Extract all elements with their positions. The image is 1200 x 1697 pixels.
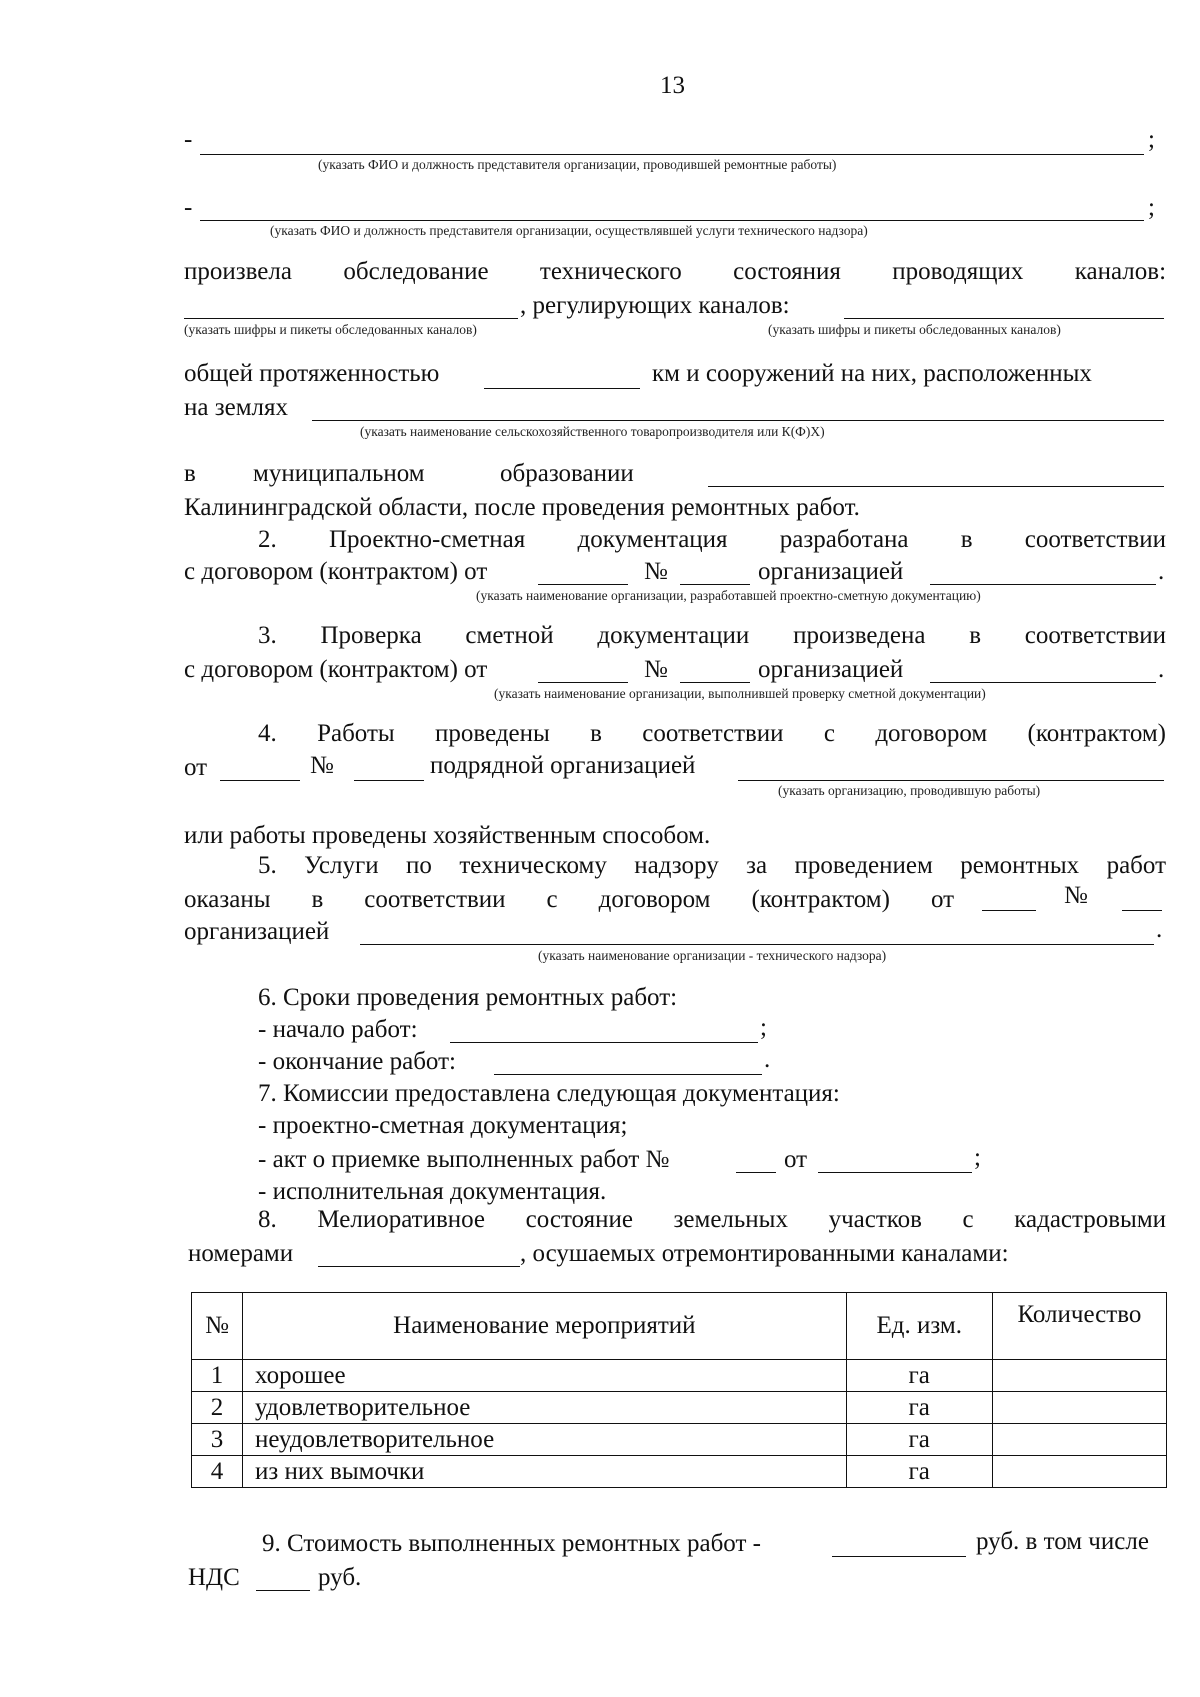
- rep-supervision-hint: (указать ФИО и должность представителя организации, осуществлявшей услуги технического надзора): [270, 223, 868, 238]
- survey-hint-left: (указать шифры и пикеты обследованных каналов): [184, 322, 477, 337]
- municipal-word-municipal: муниципальном: [253, 460, 425, 487]
- item6-start-end: ;: [760, 1014, 767, 1041]
- rep-contractor-end: ;: [1148, 126, 1155, 153]
- item3-org-label: организацией: [758, 656, 904, 683]
- item6-start-blank[interactable]: [450, 1042, 758, 1043]
- row-unit: га: [846, 1456, 992, 1488]
- item2-hint: (указать наименование организации, разработавшей проектно-сметную документацию): [476, 588, 981, 603]
- item7-act-from: от: [784, 1146, 808, 1173]
- item9-cost-blank[interactable]: [832, 1556, 966, 1557]
- item4-contractor-blank[interactable]: [738, 780, 1164, 781]
- item6-finish-blank[interactable]: [494, 1074, 762, 1075]
- lands-blank[interactable]: [312, 420, 1164, 421]
- municipal-word-formation: образовании: [500, 460, 634, 487]
- item9-suffix: руб. в том числе: [976, 1528, 1149, 1555]
- header-unit: Ед. изм.: [846, 1293, 992, 1360]
- item6-finish-label: - окончание работ:: [258, 1048, 456, 1075]
- survey-line: произвела обследование технического состояния проводящих каналов:: [184, 258, 1167, 285]
- item5-no: №: [1064, 882, 1088, 909]
- item4-hint: (указать организацию, проводившую работы): [778, 783, 1041, 798]
- table-row: [192, 1456, 1167, 1488]
- item5-org-blank[interactable]: [360, 944, 1154, 945]
- item7-act-label: - акт о приемке выполненных работ №: [258, 1146, 670, 1173]
- row-name: неудовлетворительное: [243, 1424, 847, 1456]
- item6-title: 6. Сроки проведения ремонтных работ:: [258, 984, 678, 1011]
- item4-contractor-label: подрядной организацией: [430, 752, 696, 779]
- item9-prefix: 9. Стоимость выполненных ремонтных работ -: [262, 1530, 761, 1557]
- municipal-line2: Калининградской области, после проведения ремонтных работ.: [184, 494, 860, 521]
- item7-act-number-blank[interactable]: [736, 1172, 776, 1173]
- table-row: [192, 1424, 1167, 1456]
- table-header-row: [192, 1293, 1167, 1360]
- item4-line1: 4. Работы проведены в соответствии с договором (контрактом): [258, 720, 1166, 747]
- row-num: 4: [192, 1456, 243, 1488]
- item7-title: 7. Комиссии предоставлена следующая документация:: [258, 1080, 840, 1107]
- item4-no: №: [310, 752, 334, 779]
- municipal-blank[interactable]: [708, 486, 1164, 487]
- item5-line1: 5. Услуги по техническому надзору за проведением ремонтных работ: [258, 852, 1166, 879]
- row-qty-cell[interactable]: [992, 1456, 1166, 1488]
- table-row: [192, 1360, 1167, 1392]
- header-qty: Количество: [992, 1293, 1166, 1360]
- survey-hint-right: (указать шифры и пикеты обследованных каналов): [768, 322, 1061, 337]
- item8-drained: , осушаемых отремонтированными каналами:: [520, 1240, 1009, 1267]
- item8-line1: 8. Мелиоративное состояние земельных участков с кадастровыми: [258, 1206, 1167, 1233]
- item5-hint: (указать наименование организации - технического надзора): [538, 948, 887, 963]
- rep-supervision-blank[interactable]: [200, 220, 1144, 221]
- row-num: 2: [192, 1392, 243, 1424]
- lands-label: на землях: [184, 394, 288, 421]
- lands-hint: (указать наименование сельскохозяйственного товаропроизводителя или К(Ф)Х): [360, 424, 825, 439]
- row-name: хорошее: [243, 1360, 847, 1392]
- item7-doc3: - исполнительная документация.: [258, 1178, 607, 1205]
- rep-supervision-dash: -: [184, 194, 193, 221]
- item2-end: .: [1158, 558, 1165, 585]
- row-num: 1: [192, 1360, 243, 1392]
- item5-end: .: [1156, 916, 1163, 943]
- page-number: 13: [660, 72, 685, 99]
- melioration-state-table: [191, 1292, 1167, 1488]
- row-unit: га: [846, 1392, 992, 1424]
- item8-numbers-label: номерами: [188, 1240, 294, 1267]
- item3-hint: (указать наименование организации, выполнившей проверку сметной документации): [494, 686, 986, 701]
- table-row: [192, 1392, 1167, 1424]
- header-name: Наименование мероприятий: [243, 1293, 847, 1360]
- survey-main-channels-blank[interactable]: [184, 318, 518, 319]
- item3-end: .: [1158, 656, 1165, 683]
- item3-number-blank[interactable]: [680, 682, 750, 683]
- row-name: из них вымочки: [243, 1456, 847, 1488]
- item9-vat-label: НДС: [188, 1564, 240, 1591]
- row-unit: га: [846, 1424, 992, 1456]
- header-num: №: [192, 1293, 243, 1360]
- item2-number-blank[interactable]: [680, 584, 750, 585]
- survey-regulating-label: , регулирующих каналов:: [520, 292, 790, 319]
- item7-act-date-blank[interactable]: [818, 1172, 972, 1173]
- rep-contractor-blank[interactable]: [200, 154, 1144, 155]
- item4-date-blank[interactable]: [220, 780, 300, 781]
- row-name: удовлетворительное: [243, 1392, 847, 1424]
- item5-org-label: организацией: [184, 918, 330, 945]
- item3-contract-from: с договором (контрактом) от: [184, 656, 488, 683]
- survey-regulating-blank[interactable]: [844, 318, 1164, 319]
- item8-numbers-blank[interactable]: [318, 1266, 520, 1267]
- item3-org-blank[interactable]: [930, 682, 1156, 683]
- item3-no: №: [644, 656, 668, 683]
- item5-number-blank[interactable]: [1122, 910, 1162, 911]
- item2-no: №: [644, 558, 668, 585]
- item2-contract-from: с договором (контрактом) от: [184, 558, 488, 585]
- row-unit: га: [846, 1360, 992, 1392]
- rep-contractor-dash: -: [184, 126, 193, 153]
- item2-date-blank[interactable]: [538, 584, 628, 585]
- item5-line2: оказаны в соответствии с договором (контрактом) от: [184, 886, 955, 913]
- item5-date-blank[interactable]: [982, 910, 1036, 911]
- municipal-word-in: в: [184, 460, 196, 487]
- row-num: 3: [192, 1424, 243, 1456]
- row-qty-cell[interactable]: [992, 1392, 1166, 1424]
- item2-org-blank[interactable]: [930, 584, 1156, 585]
- item7-doc1: - проектно-сметная документация;: [258, 1112, 628, 1139]
- item4-alt: или работы проведены хозяйственным способом.: [184, 822, 711, 849]
- item9-vat-blank[interactable]: [256, 1590, 310, 1591]
- item4-number-blank[interactable]: [354, 780, 424, 781]
- item3-date-blank[interactable]: [538, 682, 628, 683]
- row-qty-cell[interactable]: [992, 1360, 1166, 1392]
- item3-line1: 3. Проверка сметной документации произведена в соответствии: [258, 622, 1167, 649]
- item2-line1: 2. Проектно-сметная документация разработана в соответствии: [258, 526, 1166, 553]
- item4-from: от: [184, 754, 208, 781]
- rep-contractor-hint: (указать ФИО и должность представителя организации, проводившей ремонтные работы): [318, 157, 837, 172]
- row-qty-cell[interactable]: [992, 1424, 1166, 1456]
- length-prefix: общей протяженностью: [184, 360, 440, 387]
- item6-finish-end: .: [764, 1046, 771, 1073]
- item9-rub: руб.: [318, 1564, 362, 1591]
- item2-org-label: организацией: [758, 558, 904, 585]
- length-km-blank[interactable]: [484, 388, 640, 389]
- rep-supervision-end: ;: [1148, 194, 1155, 221]
- item6-start-label: - начало работ:: [258, 1016, 418, 1043]
- length-suffix: км и сооружений на них, расположенных: [652, 360, 1092, 387]
- item7-act-end: ;: [974, 1144, 981, 1171]
